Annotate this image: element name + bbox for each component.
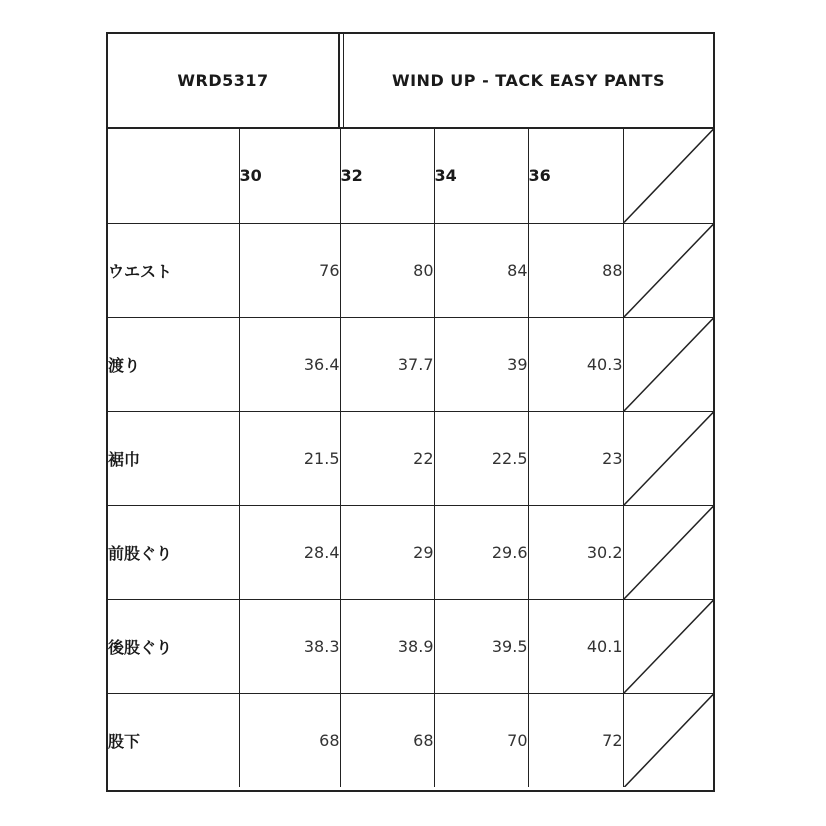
table-cell: 36.4 (239, 317, 340, 411)
table-cell: 40.1 (528, 599, 623, 693)
empty-slash-cell (623, 317, 713, 411)
row-label: ウエスト (108, 223, 239, 317)
table-row (108, 505, 713, 599)
size-label: 34 (434, 129, 528, 223)
chart-header (108, 34, 713, 129)
table-cell: 72 (528, 693, 623, 787)
empty-slash-cell (623, 411, 713, 505)
size-label: 32 (340, 129, 434, 223)
corner-cell (108, 129, 239, 223)
empty-slash-cell (623, 599, 713, 693)
table-cell: 22.5 (434, 411, 528, 505)
product-name: WIND UP - TACK EASY PANTS (343, 34, 713, 127)
table-row (108, 693, 713, 787)
row-label: 後股ぐり (108, 599, 239, 693)
row-label: 渡り (108, 317, 239, 411)
table-row (108, 411, 713, 505)
table-cell: 29.6 (434, 505, 528, 599)
table-cell: 21.5 (239, 411, 340, 505)
empty-slash-cell (623, 129, 713, 223)
product-code: WRD5317 (108, 34, 340, 127)
measurement-table (108, 129, 713, 787)
table-cell: 38.3 (239, 599, 340, 693)
row-label: 裾巾 (108, 411, 239, 505)
table-cell: 38.9 (340, 599, 434, 693)
empty-slash-cell (623, 223, 713, 317)
table-cell: 29 (340, 505, 434, 599)
table-cell: 40.3 (528, 317, 623, 411)
table-cell: 70 (434, 693, 528, 787)
size-label: 36 (528, 129, 623, 223)
row-label: 前股ぐり (108, 505, 239, 599)
empty-slash-cell (623, 505, 713, 599)
table-cell: 39.5 (434, 599, 528, 693)
empty-slash-cell (623, 693, 713, 787)
size-header-row (108, 129, 713, 223)
size-chart (106, 32, 715, 792)
table-cell: 76 (239, 223, 340, 317)
table-cell: 30.2 (528, 505, 623, 599)
table-cell: 84 (434, 223, 528, 317)
row-label: 股下 (108, 693, 239, 787)
table-cell: 68 (340, 693, 434, 787)
table-cell: 22 (340, 411, 434, 505)
table-cell: 80 (340, 223, 434, 317)
table-cell: 68 (239, 693, 340, 787)
table-row (108, 223, 713, 317)
table-cell: 28.4 (239, 505, 340, 599)
table-row (108, 599, 713, 693)
table-cell: 88 (528, 223, 623, 317)
table-cell: 39 (434, 317, 528, 411)
table-cell: 37.7 (340, 317, 434, 411)
table-cell: 23 (528, 411, 623, 505)
size-label: 30 (239, 129, 340, 223)
table-row (108, 317, 713, 411)
